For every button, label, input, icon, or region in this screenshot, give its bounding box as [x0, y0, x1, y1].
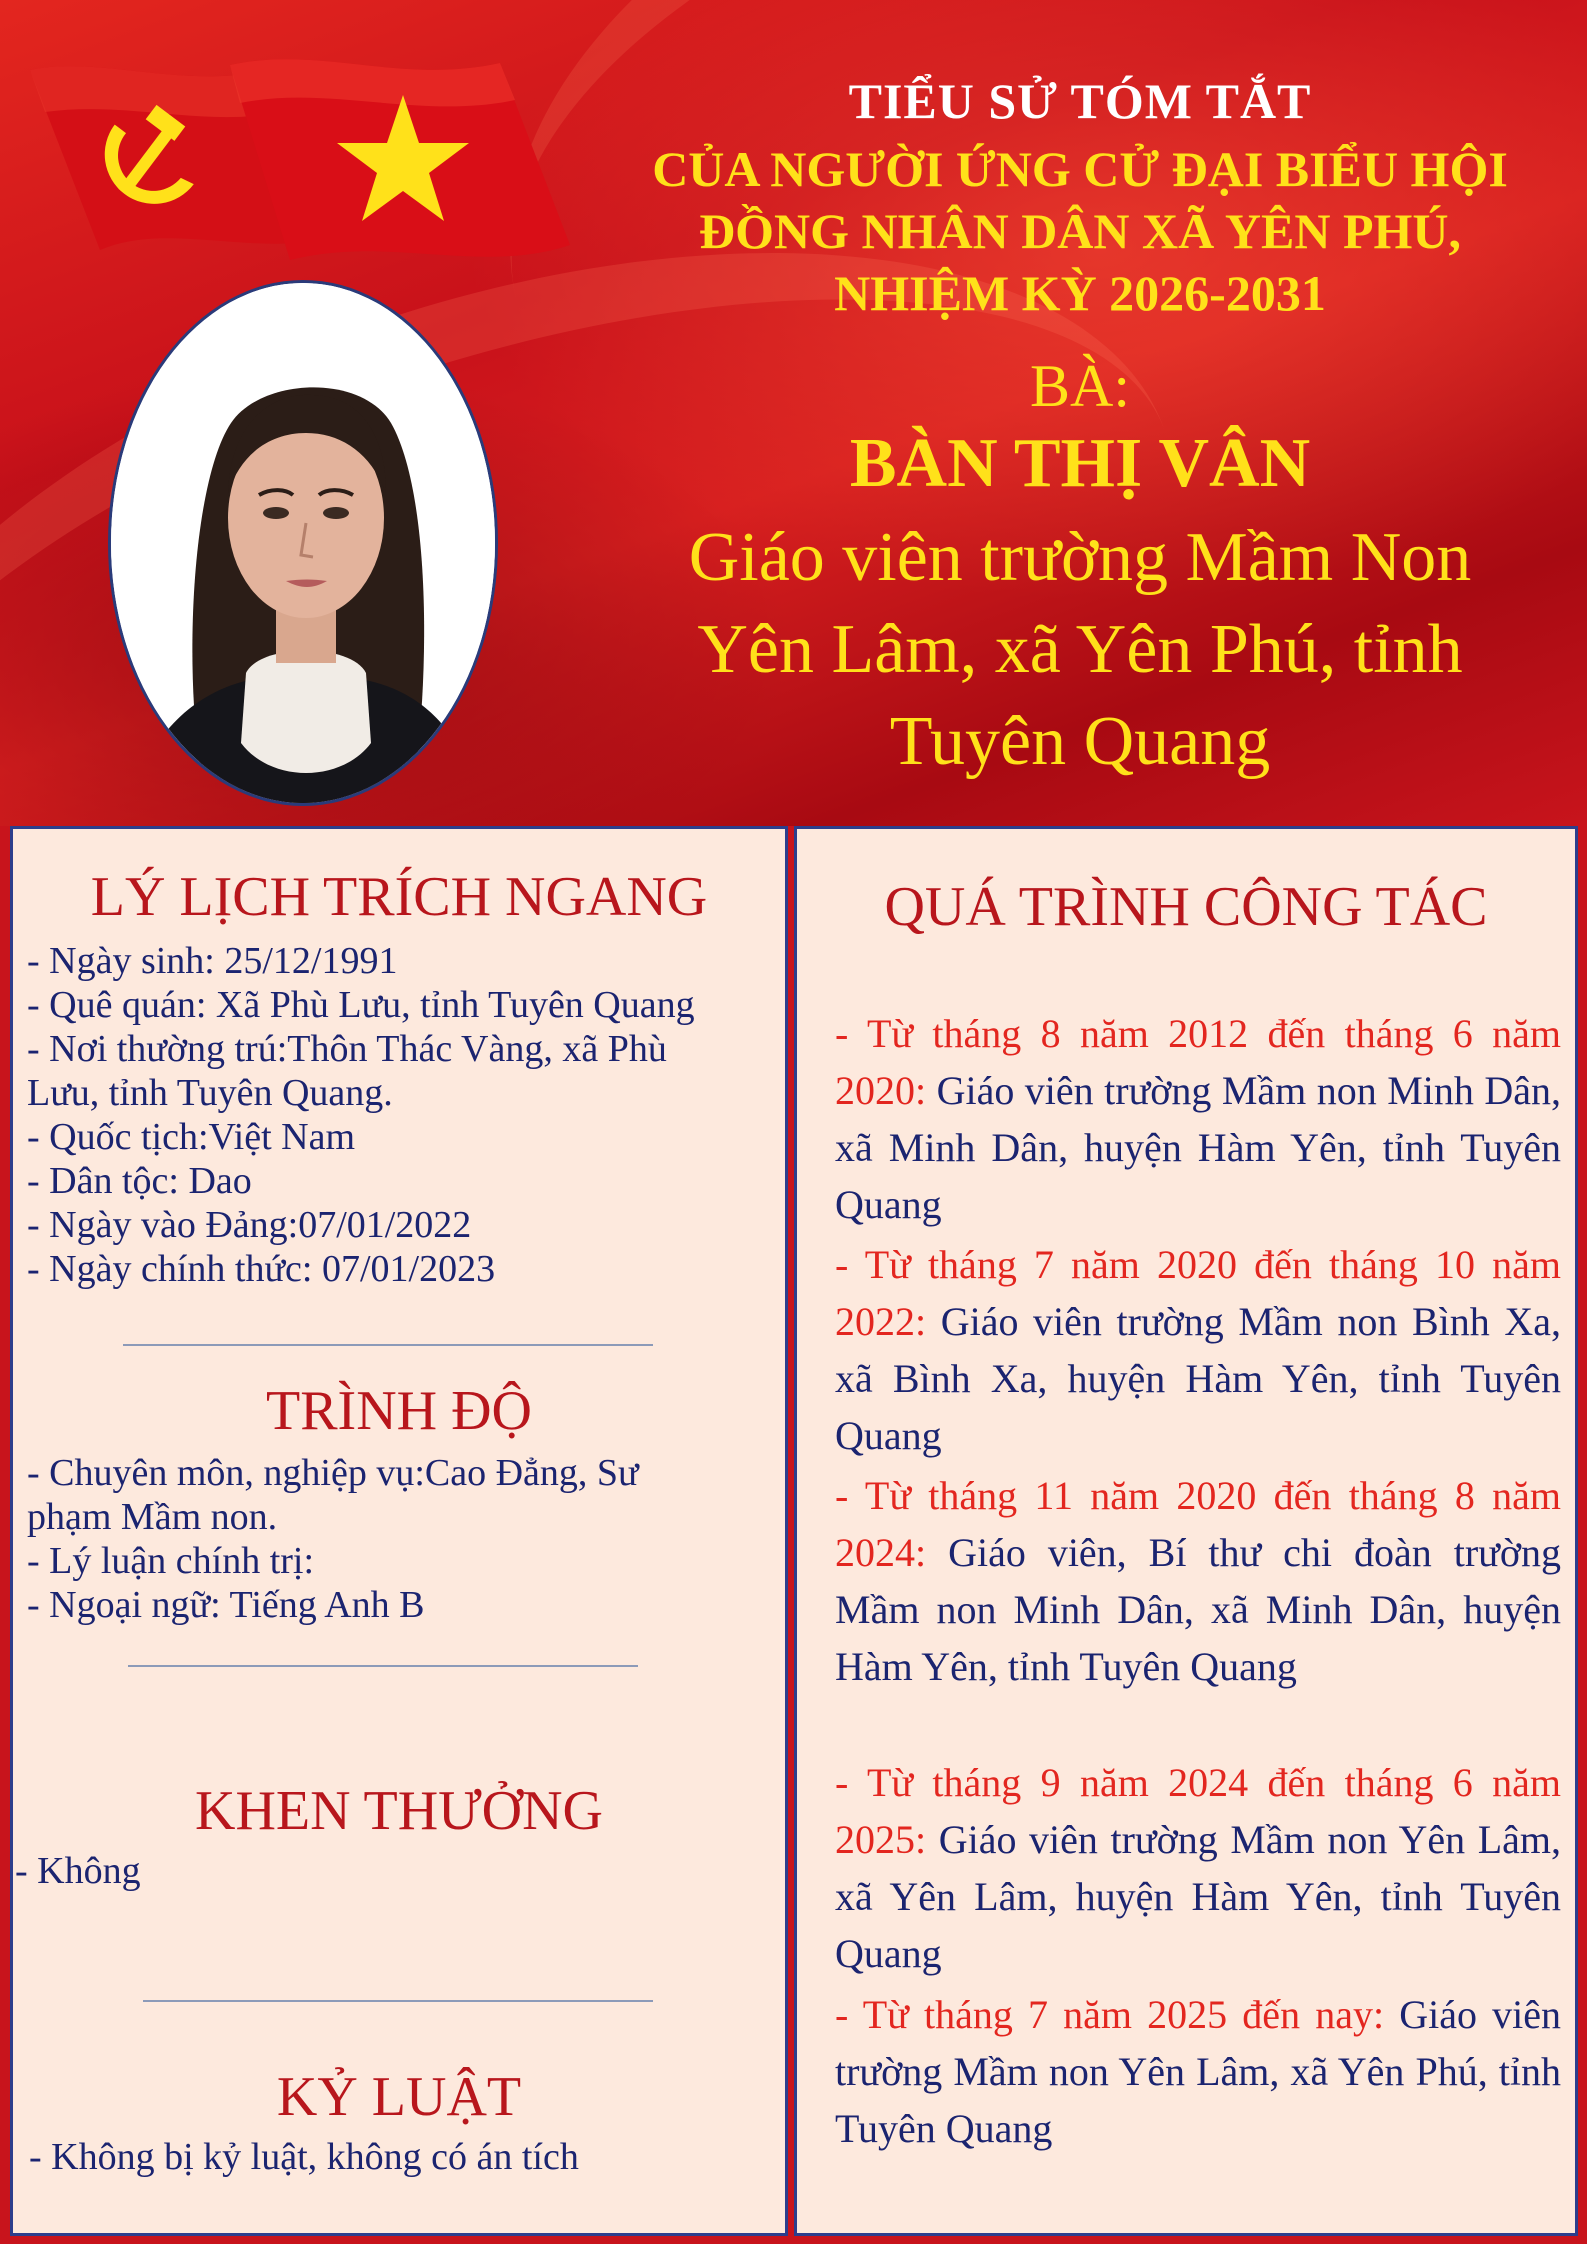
work-period: - Từ tháng 9 năm 2024 đến tháng 6 năm 2025:	[835, 1760, 1561, 1862]
work-period: - Từ tháng 7 năm 2025 đến nay:	[835, 1992, 1385, 2037]
candidate-position	[600, 512, 1560, 788]
bio-line: - Ngày sinh: 25/12/1991	[27, 940, 398, 982]
header-banner	[0, 0, 1587, 826]
subtitle-line: NHIỆM KỲ 2026-2031	[834, 265, 1326, 321]
work-item	[835, 1005, 1561, 1233]
education-line: - Chuyên môn, nghiệp vụ:Cao Đẳng, Sư	[27, 1452, 639, 1494]
bio-line: - Quốc tịch:Việt Nam	[27, 1116, 356, 1158]
position-line: Giáo viên trường Mầm Non	[688, 519, 1472, 596]
bio-line: - Nơi thường trú:Thôn Thác Vàng, xã Phù	[27, 1028, 667, 1070]
education-line: phạm Mầm non.	[27, 1496, 278, 1538]
position-line: Tuyên Quang	[889, 703, 1271, 780]
discipline-line: - Không bị kỷ luật, không có án tích	[29, 2136, 579, 2178]
work-period: - Từ tháng 7 năm 2020 đến tháng 10 năm 2022:	[835, 1242, 1561, 1344]
bio-line: - Ngày chính thức: 07/01/2023	[27, 1248, 496, 1290]
bio-line: - Ngày vào Đảng:07/01/2022	[27, 1204, 472, 1246]
education-section-title: TRÌNH ĐỘ	[266, 1380, 532, 1442]
work-description: Giáo viên trường Mầm non Bình Xa, xã Bình Xa, huyện Hàm Yên, tỉnh Tuyên Quang	[835, 1299, 1561, 1458]
work-description: Giáo viên, Bí thư chi đoàn trường Mầm non Minh Dân, xã Minh Dân, huyện Hàm Yên, tỉnh Tuyên Quang	[835, 1530, 1561, 1689]
subtitle-line: CỦA NGƯỜI ỨNG CỬ ĐẠI BIỂU HỘI	[652, 141, 1508, 197]
right-panel	[794, 826, 1578, 2236]
bio-line: - Dân tộc: Dao	[27, 1160, 252, 1202]
section-divider	[123, 1344, 653, 1346]
document-subtitle	[600, 138, 1560, 324]
work-item	[835, 1754, 1561, 1982]
work-description: Giáo viên trường Mầm non Minh Dân, xã Minh Dân, huyện Hàm Yên, tỉnh Tuyên Quang	[835, 1068, 1561, 1227]
candidate-name: BÀN THỊ VÂN	[849, 425, 1311, 502]
position-line: Yên Lâm, xã Yên Phú, tỉnh	[697, 611, 1463, 688]
education-line: - Ngoại ngữ: Tiếng Anh B	[27, 1584, 425, 1626]
candidate-portrait	[108, 280, 498, 806]
work-item	[835, 1986, 1561, 2157]
bio-line: - Quê quán: Xã Phù Lưu, tỉnh Tuyên Quang	[27, 984, 695, 1026]
left-panel	[10, 826, 788, 2236]
work-description: Giáo viên trường Mầm non Yên Lâm, xã Yên Lâm, huyện Hàm Yên, tỉnh Tuyên Quang	[835, 1817, 1561, 1976]
work-description: Giáo viên trường Mầm non Yên Lâm, xã Yên Phú, tỉnh Tuyên Quang	[835, 1992, 1561, 2151]
work-period: - Từ tháng 11 năm 2020 đến tháng 8 năm 2024:	[835, 1473, 1561, 1575]
awards-section-title: KHEN THƯỞNG	[195, 1780, 603, 1842]
discipline-section-title: KỶ LUẬT	[276, 2066, 522, 2128]
national-flag	[170, 45, 590, 285]
work-item	[835, 1467, 1561, 1695]
bio-section-title: LÝ LỊCH TRÍCH NGANG	[90, 866, 708, 928]
salutation: BÀ:	[1029, 353, 1131, 419]
section-divider	[128, 1665, 638, 1667]
document-title: TIỂU SỬ TÓM TẮT	[848, 73, 1312, 129]
bio-line: Lưu, tỉnh Tuyên Quang.	[27, 1072, 393, 1114]
section-divider	[143, 2000, 653, 2002]
work-period: - Từ tháng 8 năm 2012 đến tháng 6 năm 2020:	[835, 1011, 1561, 1113]
work-section-title: QUÁ TRÌNH CÔNG TÁC	[884, 876, 1488, 938]
work-item	[835, 1236, 1561, 1464]
education-line: - Lý luận chính trị:	[27, 1540, 315, 1582]
awards-line: - Không	[15, 1850, 141, 1892]
subtitle-line: ĐỒNG NHÂN DÂN XÃ YÊN PHÚ,	[698, 203, 1461, 259]
